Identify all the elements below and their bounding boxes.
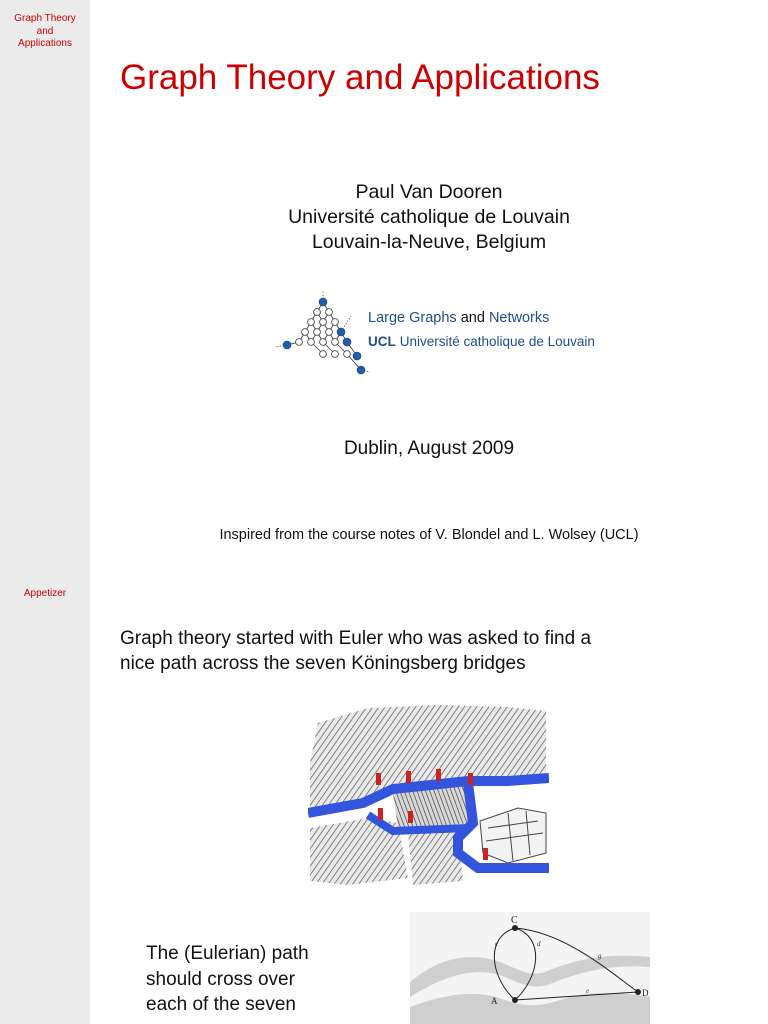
eulerian-path-paragraph xyxy=(146,941,309,1018)
edge-e-label: e xyxy=(586,987,590,995)
paragraph-line: each of the seven xyxy=(146,994,296,1015)
node-d-label: D xyxy=(642,988,649,998)
logo xyxy=(275,290,595,375)
author-location: Louvain-la-Neuve, Belgium xyxy=(311,231,547,253)
node-a-label: A xyxy=(491,996,498,1006)
place-date: Dublin, August 2009 xyxy=(343,438,515,459)
paragraph-line: should cross over xyxy=(146,968,295,990)
edge-g-label: g xyxy=(598,952,602,960)
author-affiliation: Université catholique de Louvain xyxy=(288,206,570,228)
logo-title xyxy=(368,310,549,326)
intro-line: Graph theory started with Euler who was asked to find a xyxy=(120,628,592,649)
intro-paragraph xyxy=(120,626,591,676)
intro-line: nice path across the seven Köningsberg bridges xyxy=(120,653,526,674)
bridges-graph-diagram xyxy=(410,912,650,1024)
logo-university: Université catholique de Louvain xyxy=(399,334,595,349)
logo-subtitle xyxy=(368,334,595,349)
credits-note: Inspired from the course notes of V. Blondel and L. Wolsey (UCL) xyxy=(219,527,639,543)
sidebar-title-line: Applications xyxy=(18,38,72,49)
graph-logo-icon xyxy=(275,290,370,375)
paragraph-line: The (Eulerian) path xyxy=(146,943,309,964)
logo-title-part: Networks xyxy=(488,310,550,326)
logo-abbreviation: UCL xyxy=(368,334,396,349)
sidebar xyxy=(0,0,90,1024)
author-block xyxy=(90,180,768,255)
page-title: Graph Theory and Applications xyxy=(120,58,600,97)
edge-c-label: c xyxy=(495,940,499,948)
node-c-label: C xyxy=(511,915,518,926)
edge-d-label: d xyxy=(537,940,541,948)
sidebar-section-appetizer[interactable]: Appetizer xyxy=(23,588,67,599)
sidebar-title-line: Graph Theory xyxy=(14,13,76,24)
sidebar-title-line: and xyxy=(36,25,54,37)
logo-title-part: Large Graphs xyxy=(368,310,457,326)
sidebar-title[interactable] xyxy=(0,13,90,51)
author-name: Paul Van Dooren xyxy=(355,181,503,203)
koenigsberg-map-image xyxy=(308,703,549,888)
main-content xyxy=(90,0,768,1024)
logo-title-part: and xyxy=(460,310,485,326)
